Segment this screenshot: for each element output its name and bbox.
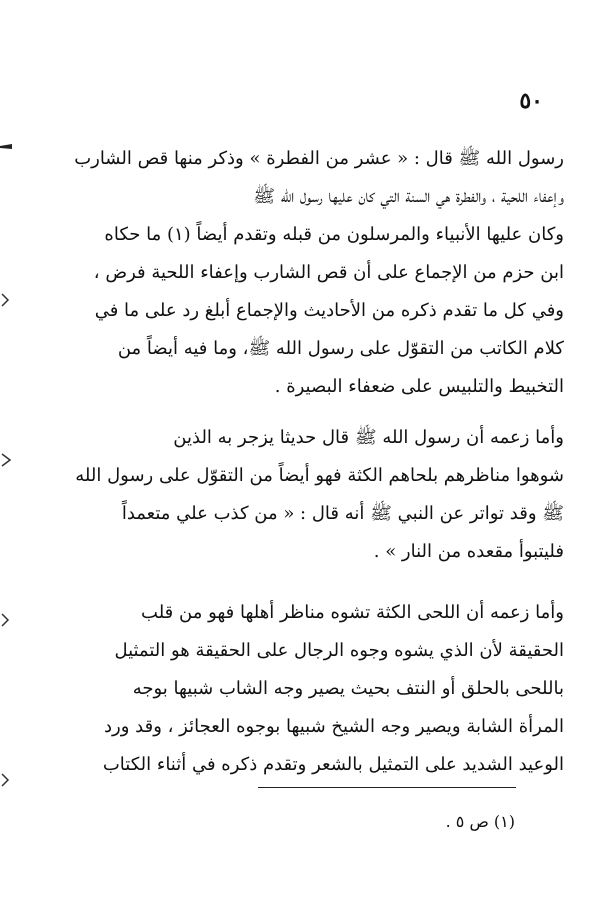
text-line: وأما زعمه أن رسول الله ﷺ قال حديثا يزجر به الذين [173,427,564,448]
paragraph [46,594,564,784]
footnote-divider [258,787,516,788]
text-line: المرأة الشابة ويصير وجه الشيخ شبيها بوجوه العجائز ، وقد ورد [104,716,564,737]
text-line: وكان عليها الأنبياء والمرسلون من قبله وتقدم أيضاً (١) ما حكاه [104,224,564,245]
margin-mark [0,452,14,468]
margin-mark [0,292,14,308]
text-line: رسول الله ﷺ قال : « عشر من الفطرة » وذكر منها قص الشارب [74,148,564,169]
text-line: ابن حزم من الإجماع على أن قص الشارب وإعفاء اللحية فرض ، [93,262,564,283]
footnote: (١) ص ٥ . [445,812,515,831]
margin-mark [0,140,14,156]
text-line: ﷺ وقد تواتر عن النبي ﷺ أنه قال : « من كذب علي متعمداً [121,503,564,524]
margin-mark [0,612,14,628]
paragraph [46,140,564,406]
text-line: الحقيقة لأن الذي يشوه وجوه الرجال على الحقيقة هو التمثيل [114,640,564,661]
body-text [46,140,564,784]
text-line: كلام الكاتب من التقوّل على رسول الله ﷺ، وما فيه أيضاً من [117,338,564,359]
text-line: فليتبوأ مقعده من النار » . [373,541,564,562]
text-line: الوعيد الشديد على التمثيل بالشعر وتقدم ذكره في أثناء الكتاب [102,754,564,775]
page-number: ٥٠ [519,88,543,114]
paragraph [46,419,564,571]
text-line: شوهوا مناظرهم بلحاهم الكثة فهو أيضاً من التقوّل على رسول الله [75,465,564,486]
text-line: باللحى بالحلق أو النتف بحيث يصير وجه الشاب شبيها بوجه [132,678,564,699]
text-line: التخبيط والتلبيس على ضعفاء البصيرة . [274,376,564,397]
text-line: وإعفاء اللحية ، والفطرة هي السنة التي كان عليها رسول الله ﷺ [253,186,564,207]
text-line: وأما زعمه أن اللحى الكثة تشوه مناظر أهلها فهو من قلب [141,602,564,623]
margin-mark [0,772,14,788]
text-line: وفي كل ما تقدم ذكره من الأحاديث والإجماع أبلغ رد على ما في [94,300,564,321]
